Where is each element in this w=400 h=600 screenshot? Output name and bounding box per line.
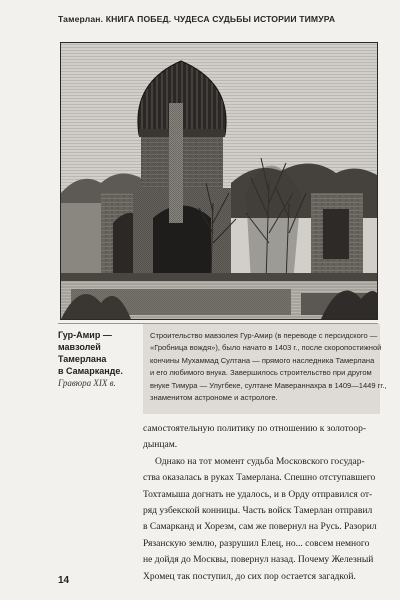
caption-title-line: Тамерлана [58, 354, 107, 364]
caption-title-line: в Самарканде. [58, 366, 123, 376]
body-line: дынцам. [143, 439, 178, 451]
body-text [143, 421, 383, 585]
caption-line: и его любимого внука. Завершилось строительство при другом [150, 368, 372, 378]
body-line: ства оказалась в руках Тамерлана. Спешно отступавшего [143, 472, 376, 484]
body-line: ряд узбекской конницы. Часть войск Тамерлан отправил [143, 505, 373, 517]
body-line: Рязанскую землю, разрушил Елец, но... совсем немного [143, 537, 370, 549]
caption-title-line: мавзолей [58, 342, 101, 352]
caption-line: «Гробница вождя»), было начато в 1403 г., после скоропостижной [150, 343, 382, 353]
caption-line: внуке Тимура — Улугбеке, султане Мавераннахра в 1409—1449 гг., [150, 380, 387, 390]
figure-credit: Гравюра XIX в. [58, 378, 116, 388]
body-line: не дойдя до Москвы, повернул назад. Почему Железный [143, 554, 374, 566]
body-line: самостоятельную политику по отношению к золотоор- [143, 423, 367, 434]
caption-title-line: Гур-Амир — [58, 330, 112, 340]
body-line: Тохтамыша догнать не удалось, и в Орду отправился от- [143, 488, 373, 500]
figure-caption-box [143, 324, 387, 414]
caption-line: кончины Мухаммад Султана — прямого наследника Тамерлана [150, 355, 375, 365]
page-number: 14 [58, 575, 70, 586]
gur-amir-engraving [60, 42, 378, 320]
running-header: Тамерлан. КНИГА ПОБЕД. ЧУДЕСА СУДЬБЫ ИСТОРИИ ТИМУРА [58, 14, 336, 24]
body-line: в Самарканд и Хорезм, сам же повернул на Русь. Разорил [143, 521, 377, 533]
caption-line: знаменитом астрономе и астрологе. [150, 393, 278, 403]
figure-caption-title [58, 329, 136, 377]
caption-line: Строительство мавзолея Гур-Амир (в переводе с персидского — [150, 331, 378, 340]
body-line: Хромец так поступил, до сих пор остается загадкой. [143, 570, 356, 582]
body-line: Однако на тот момент судьба Московского государ- [155, 455, 365, 467]
